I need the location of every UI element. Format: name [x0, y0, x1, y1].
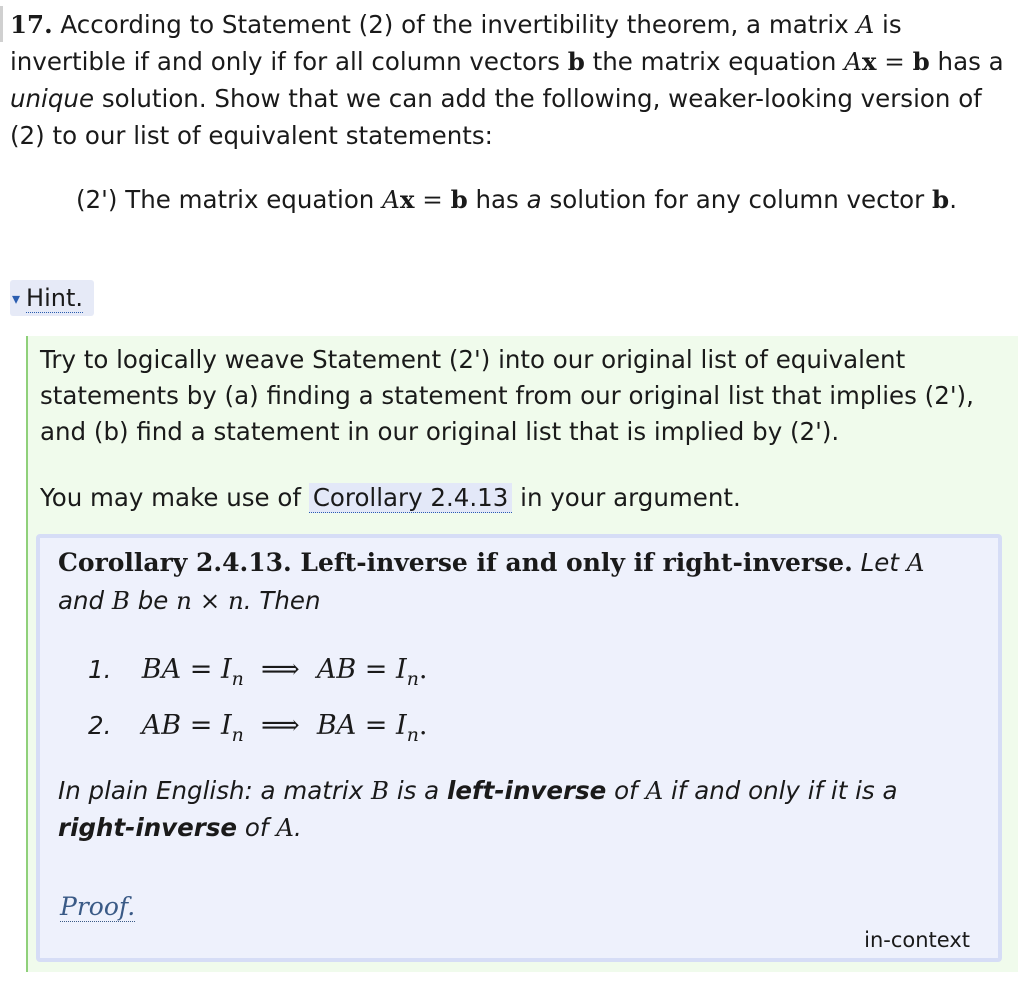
statement-text: According to Statement (2) of the invertibility theorem, a matrix — [60, 10, 849, 39]
corollary-text: be — [137, 586, 169, 615]
corollary-statement — [58, 544, 978, 620]
math-A: A — [906, 548, 925, 577]
corollary-text: and — [58, 586, 105, 615]
plain-text: of — [614, 776, 638, 805]
corollary-text: Let — [860, 548, 899, 577]
statement-2-prime — [76, 182, 976, 218]
math-implication: BA = $I_n$ ⟹ AB = $I_n$. — [141, 654, 428, 690]
corollary-list — [88, 642, 788, 754]
list-index: 2. — [88, 711, 112, 740]
math-n-by-n: n × n — [176, 586, 244, 615]
list-item — [88, 642, 788, 698]
triangle-down-icon: ▾ — [12, 289, 21, 308]
math-b: b — [567, 47, 585, 76]
list-item — [88, 698, 788, 754]
term-left-inverse: left-inverse — [447, 776, 607, 805]
corollary-title: Corollary 2.4.13. Left-inverse if and only if right-inverse. — [58, 548, 853, 577]
hint-text: You may make use of — [40, 483, 302, 512]
hint-toggle[interactable] — [10, 280, 94, 316]
exercise-marker — [0, 6, 3, 42]
corollary-plain-english — [58, 772, 978, 846]
hint-text: in your argument. — [520, 483, 741, 512]
plain-text: if and only if it is a — [670, 776, 898, 805]
hint-label: Hint. — [26, 284, 83, 312]
in-context-link[interactable]: in-context — [864, 928, 970, 952]
list-index: 1. — [88, 655, 112, 684]
plain-text: of — [244, 813, 269, 842]
plain-text: is a — [396, 776, 440, 805]
term-right-inverse: right-inverse — [58, 813, 238, 842]
hint-paragraph — [40, 480, 1000, 516]
math-b: b — [932, 185, 950, 214]
statement-text: solution. Show that we can add the following, weaker-looking version of (2) to our list of equivalent statements: — [10, 84, 982, 150]
quote-text: (2') The matrix equation — [76, 185, 375, 214]
math-A: A — [645, 776, 664, 805]
statement-text: the matrix equation — [592, 47, 837, 76]
plain-text: In plain English: a matrix — [58, 776, 364, 805]
corollary-text: . Then — [243, 586, 321, 615]
math-equation: Ax = b — [382, 185, 468, 214]
hint-paragraph: Try to logically weave Statement (2') into our original list of equivalent statements by (a) finding a statement from our original list that implies (2'), and (b) find a statement in our original list that is implied by (2'). — [40, 345, 974, 446]
statement-text: has a — [937, 47, 1004, 76]
corollary-knowl — [36, 534, 1002, 962]
quote-text: solution for any column vector — [549, 185, 925, 214]
exercise-statement — [10, 6, 1016, 154]
math-A: A — [276, 813, 294, 842]
quote-period: . — [949, 185, 957, 214]
math-A: A — [856, 10, 875, 39]
quote-text: has — [475, 185, 519, 214]
proof-toggle[interactable]: Proof. — [60, 892, 136, 921]
exercise-number: 17. — [10, 10, 53, 39]
emphasis-a: a — [526, 185, 542, 214]
emphasis-unique: unique — [10, 84, 95, 113]
hint-body — [26, 336, 1018, 972]
corollary-link[interactable]: Corollary 2.4.13 — [309, 483, 513, 513]
math-B: B — [111, 586, 130, 615]
plain-period: . — [293, 813, 302, 842]
math-B: B — [371, 776, 390, 805]
statement-text: is invertible if and only if for all column vectors — [10, 10, 902, 76]
math-implication: AB = $I_n$ ⟹ BA = $I_n$. — [141, 710, 428, 746]
math-equation: Ax = b — [844, 47, 930, 76]
